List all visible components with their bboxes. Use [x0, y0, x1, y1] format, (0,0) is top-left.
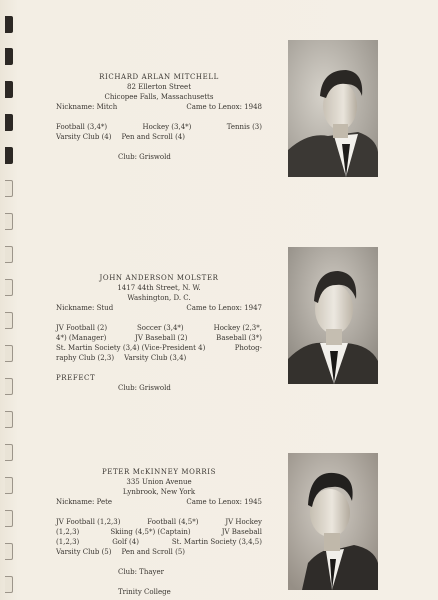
binding-hole: [5, 16, 13, 33]
binding-hole: [5, 510, 13, 527]
binding-hole: [5, 213, 13, 230]
student-nickname: Nickname: Pete: [56, 498, 113, 506]
student-club: Club: Griswold: [118, 384, 171, 392]
nickname-row: [56, 497, 262, 507]
student-came-to-lenox: Came to Lenox: 1945: [186, 498, 262, 506]
binding-hole: [5, 477, 13, 494]
binding-hole: [5, 444, 13, 461]
student-name: PETER McKINNEY MORRIS: [102, 468, 216, 476]
activity: 4*) (Manager): [56, 334, 107, 342]
student-college: Trinity College: [118, 588, 171, 596]
student-portrait-photo: [288, 453, 378, 590]
activities-line: [56, 323, 262, 333]
activity: JV Baseball (2): [135, 334, 188, 342]
student-portrait-photo: [288, 247, 378, 384]
activities-line: [56, 537, 262, 547]
student-address-street: 1417 44th Street, N. W.: [117, 284, 201, 292]
activity: Golf (4): [112, 538, 139, 546]
student-came-to-lenox: Came to Lenox: 1948: [186, 103, 262, 111]
student-came-to-lenox: Came to Lenox: 1947: [186, 304, 262, 312]
student-club: Club: Thayer: [118, 568, 164, 576]
activity: Varsity Club (3,4): [124, 354, 187, 362]
activity: Photog-: [234, 344, 262, 352]
student-club: Club: Griswold: [118, 153, 171, 161]
nickname-row: [56, 303, 262, 313]
student-text: [56, 273, 262, 393]
activity: Hockey (3,4*): [142, 123, 192, 131]
activities-line: [56, 343, 262, 353]
activities-line: [56, 132, 262, 142]
activity: Varsity Club (5): [56, 548, 112, 556]
activity: Football (4,5*): [147, 518, 199, 526]
student-text: [56, 72, 262, 162]
student-address-street: 82 Ellerton Street: [126, 83, 192, 91]
activity: JV Hockey: [225, 518, 262, 526]
activity: raphy Club (2,3): [56, 354, 115, 362]
activities-line: [56, 333, 262, 343]
activities-line: [56, 527, 262, 537]
student-nickname: Nickname: Mitch: [56, 103, 118, 111]
binding-hole: [5, 345, 13, 362]
binding-hole: [5, 411, 13, 428]
binding-hole: [5, 312, 13, 329]
binding-hole: [5, 180, 13, 197]
student-portrait-photo: [288, 40, 378, 177]
activity: St. Martin Society (3,4,5): [171, 538, 262, 546]
student-name: RICHARD ARLAN MITCHELL: [99, 73, 219, 81]
binding-hole: [5, 543, 13, 560]
activity: Tennis (3): [226, 123, 262, 131]
activities-line: [56, 517, 262, 527]
student-address-street: 335 Union Avenue: [126, 478, 192, 486]
student-text: [56, 467, 262, 597]
activity: Pen and Scroll (4): [121, 133, 186, 141]
student-nickname: Nickname: Stud: [56, 304, 114, 312]
binding-hole: [5, 147, 13, 164]
binding-hole: [5, 246, 13, 263]
activity: Skiing (4,5*) (Captain): [110, 528, 191, 536]
student-address-city: Chicopee Falls, Massachusetts: [104, 93, 214, 101]
binding-hole: [5, 576, 13, 593]
activities-line: [56, 353, 262, 363]
binding-holes: [0, 0, 22, 600]
student-name: JOHN ANDERSON MOLSTER: [99, 274, 219, 282]
activity: JV Baseball: [221, 528, 262, 536]
activity: Varsity Club (4): [56, 133, 112, 141]
binding-hole: [5, 378, 13, 395]
activities-line: [56, 547, 262, 557]
activity: St. Martin Society (3,4) (Vice-President 4): [56, 344, 206, 352]
activity: Pen and Scroll (5): [121, 548, 186, 556]
activity: Football (3,4*): [56, 123, 108, 131]
activity: Baseball (3*): [216, 334, 262, 342]
activities-line: [56, 122, 262, 132]
binding-hole: [5, 279, 13, 296]
activity: JV Football (2): [56, 324, 108, 332]
activity: JV Football (1,2,3): [56, 518, 121, 526]
student-honor: PREFECT: [56, 374, 96, 382]
student-address-city: Washington, D. C.: [127, 294, 191, 302]
activity: (1,2,3): [56, 528, 80, 536]
activity: Soccer (3,4*): [137, 324, 184, 332]
activity: (1,2,3): [56, 538, 80, 546]
activity: Hockey (2,3*,: [213, 324, 262, 332]
nickname-row: [56, 102, 262, 112]
binding-hole: [5, 114, 13, 131]
binding-hole: [5, 81, 13, 98]
binding-hole: [5, 48, 13, 65]
student-address-city: Lynbrook, New York: [122, 488, 196, 496]
